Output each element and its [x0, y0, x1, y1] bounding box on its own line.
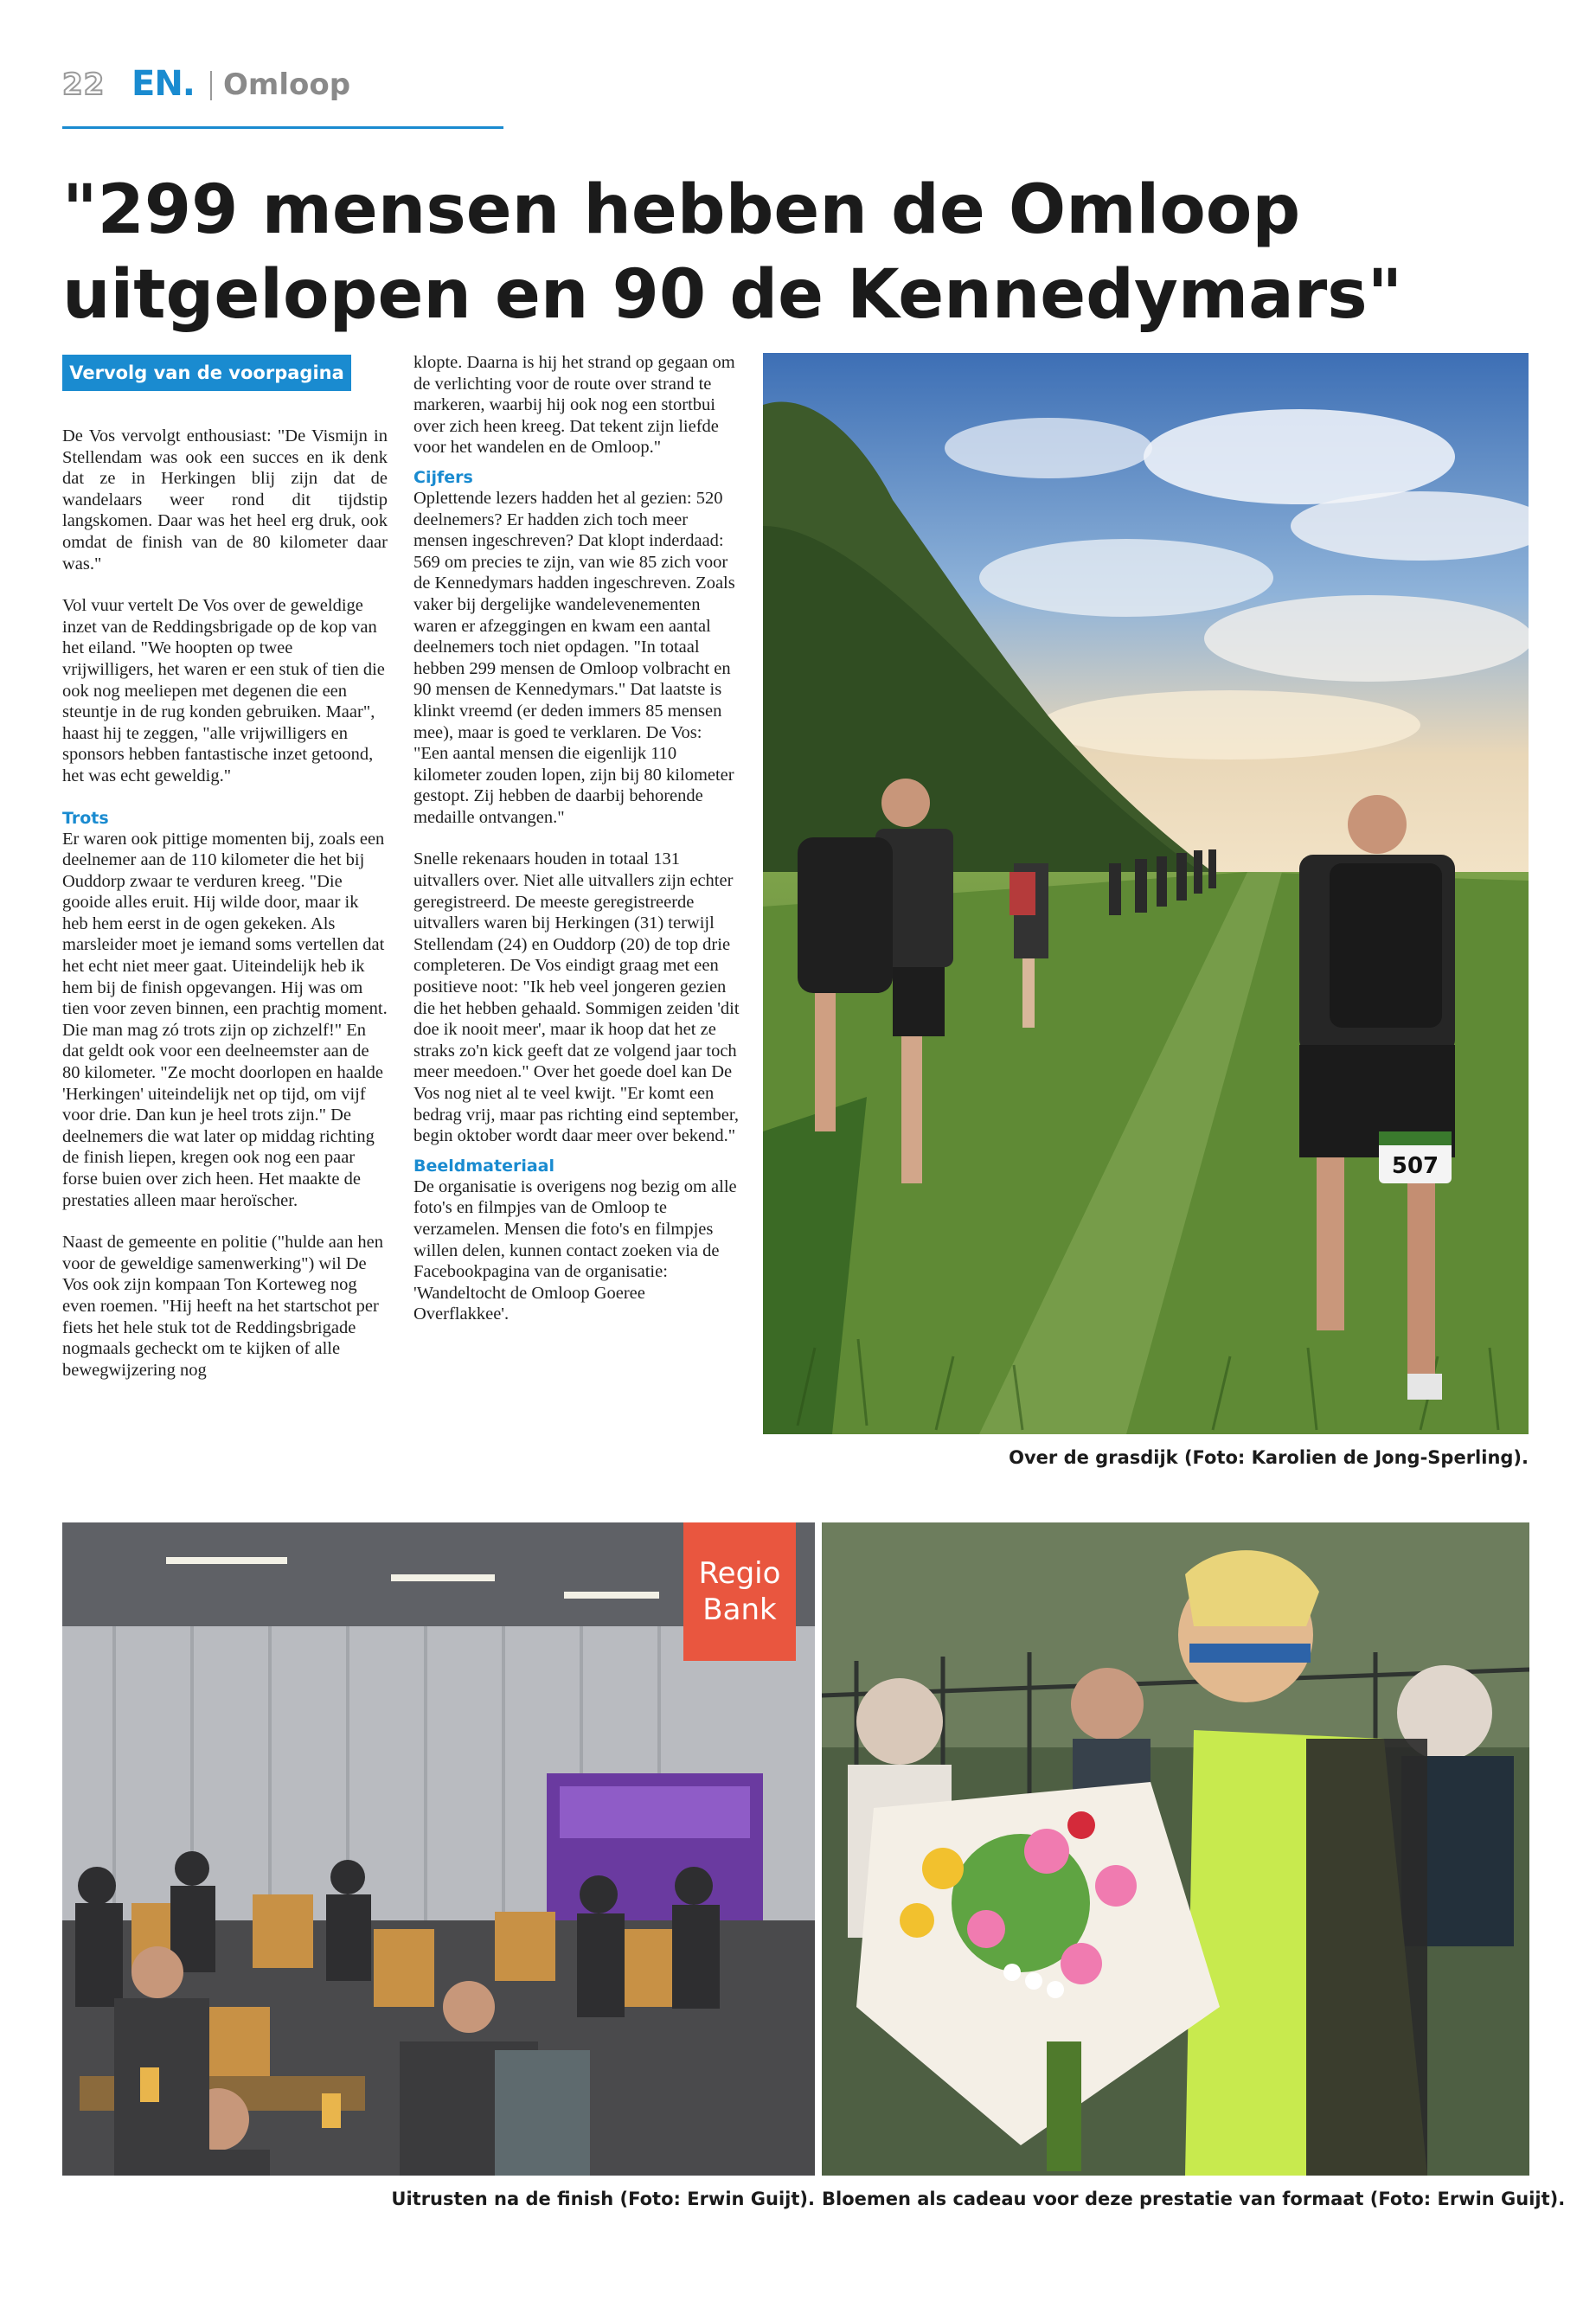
subhead-cijfers: Cijfers	[413, 467, 473, 487]
photo-caption-main: Over de grasdijk (Foto: Karolien de Jong-Sperling).	[1009, 1447, 1529, 1468]
headline-line-1: "299 mensen hebben de Omloop	[62, 171, 1301, 249]
paragraph: De organisatie is overigens nog bezig om alle foto's en filmpjes van de Omloop te verzamelen. Mensen die foto's en filmpjes willen delen, kunnen contact zoeken via de Facebookpagina van de organisatie: 'Wandeltocht de Omloop Goeree Overflakkee'.	[413, 1176, 737, 1324]
continued-from-front-label: Vervolg van de voorpagina	[62, 355, 351, 391]
headline-line-2: uitgelopen en 90 de Kennedymars"	[62, 256, 1403, 334]
paragraph: Oplettende lezers hadden het al gezien: 520 deelnemers? Er hadden zich toch meer mensen ingeschreven? Dat klopt inderdaad: 569 om precies te zijn, van wie 85 zich voor de Kennedymars hadden ingeschreven. Zoals vaker bij dergelijke wandelevenementen waren er afzeggingen en kwam een aantal deelnemers toch niet opdagen. "In totaal hebben 299 mensen de Omloop volbracht en 90 mensen de Kennedymars." Dat laatste is klinkt vreemd (er deden immers 85 mensen mee), maar is goed te verklaren. De Vos: "Een aantal mensen die eigenlijk 110 kilometer zouden lopen, zijn bij 80 kilometer gestopt. Zij hebben de daarbij behorende medaille ontvangen."	[413, 488, 735, 827]
subhead-beeldmateriaal: Beeldmateriaal	[413, 1156, 554, 1176]
banner-text-line2: Bank	[702, 1593, 777, 1627]
newspaper-logo: EN.	[131, 64, 195, 104]
photo-resting-after-finish	[62, 1522, 815, 2176]
section-name: Omloop	[223, 67, 351, 102]
paragraph: Er waren ook pittige momenten bij, zoals een deelnemer aan de 110 kilometer die het bij Ouddorp zwaar te verduren kreeg. "Die gooide alles eruit. Hij wilde door, maar ik heb hem eerst in de ogen gekeken. Als marsleider moet je iemand soms vertellen dat het echt niet meer gaat. Uiteindelijk heb ik hem bij de finish opgevangen. Hij was om tien voor zeven binnen, een prachtig moment. Die man mag zó trots zijn op zichzelf!" En dat geldt ook voor een deelneemster aan de 80 kilometer. "Ze mocht doorlopen en haalde 'Herkingen' uiteindelijk net op tijd, om vijf voor drie. Dan kun je heel trots zijn." De deelnemers die wat later op middag richting de finish liepen, kregen ook nog een paar forse buien over zich heen. Het maakte de prestaties alleen maar heroïscher.	[62, 829, 388, 1210]
banner-text-line1: Regio	[698, 1556, 781, 1591]
page-number: 22	[62, 67, 106, 102]
article-column-1	[62, 426, 388, 1381]
paragraph: klopte. Daarna is hij het strand op gegaan om de verlichting voor de route over strand te markeren, waarbij hij ook nog een stortbui over zich heen kreeg. Dat tekent zijn liefde voor het wandelen en de Omloop."	[413, 353, 735, 458]
bib-number: 507	[1391, 1153, 1439, 1179]
header-divider	[210, 71, 212, 100]
photo-caption-hall: Uitrusten na de finish (Foto: Erwin Guijt).	[391, 2189, 815, 2209]
headline	[62, 168, 1533, 337]
subhead-trots: Trots	[62, 808, 109, 828]
photo-flowers-gift	[822, 1522, 1529, 2176]
header-rule	[62, 126, 503, 129]
article-column-2	[413, 352, 740, 1325]
paragraph: De Vos vervolgt enthousiast: "De Vismijn in Stellendam was ook een succes en ik denk dat ze in Herkingen blij zijn dat de wandelaars weer rond dit tijdstip langskomen. Daar was het heel erg druk, ook omdat de finish van de 80 kilometer daar was."	[62, 426, 388, 574]
paragraph: Vol vuur vertelt De Vos over de geweldige inzet van de Reddingsbrigade op de kop van het eiland. "We hoopten op twee vrijwilligers, het waren er een stuk of tien die ook nog meeliepen met degenen die een steuntje in de rug konden gebruiken. Maar", haast hij te zeggen, "alle vrijwilligers en sponsors hebben fantastische inzet getoond, het was echt geweldig."	[62, 596, 385, 785]
photo-walkers-grass-dyke	[763, 353, 1529, 1434]
paragraph: Naast de gemeente en politie ("hulde aan hen voor de geweldige samenwerking") wil De Vos ook zijn kompaan Ton Korteweg nog even roemen. "Hij heeft na het startschot per fiets het hele stuk tot de Reddingsbrigade nogmaals gecheckt om te kijken of alle bewegwijzering nog	[62, 1233, 383, 1380]
photo-caption-flowers: Bloemen als cadeau voor deze prestatie van formaat (Foto: Erwin Guijt).	[822, 2189, 1566, 2209]
paragraph: Snelle rekenaars houden in totaal 131 uitvallers over. Niet alle uitvallers zijn echter geregistreerd. De meeste geregistreerde uitvallers waren bij Herkingen (31) terwijl Stellendam (24) en Ouddorp (20) de top drie completeren. De Vos eindigt graag met een positieve noot: "Ik heb veel jongeren gezien die het hebben gehaald. Sommigen zeiden 'dit doe ik nooit meer', maar ik hoop dat het ze straks zo'n kick geeft dat ze volgend jaar toch meer meedoen." Over het goede doel kan De Vos nog niet al te veel kwijt. "Er komt een bedrag vrij, maar pas richting eind september, begin oktober wordt daar meer over bekend."	[413, 849, 740, 1146]
